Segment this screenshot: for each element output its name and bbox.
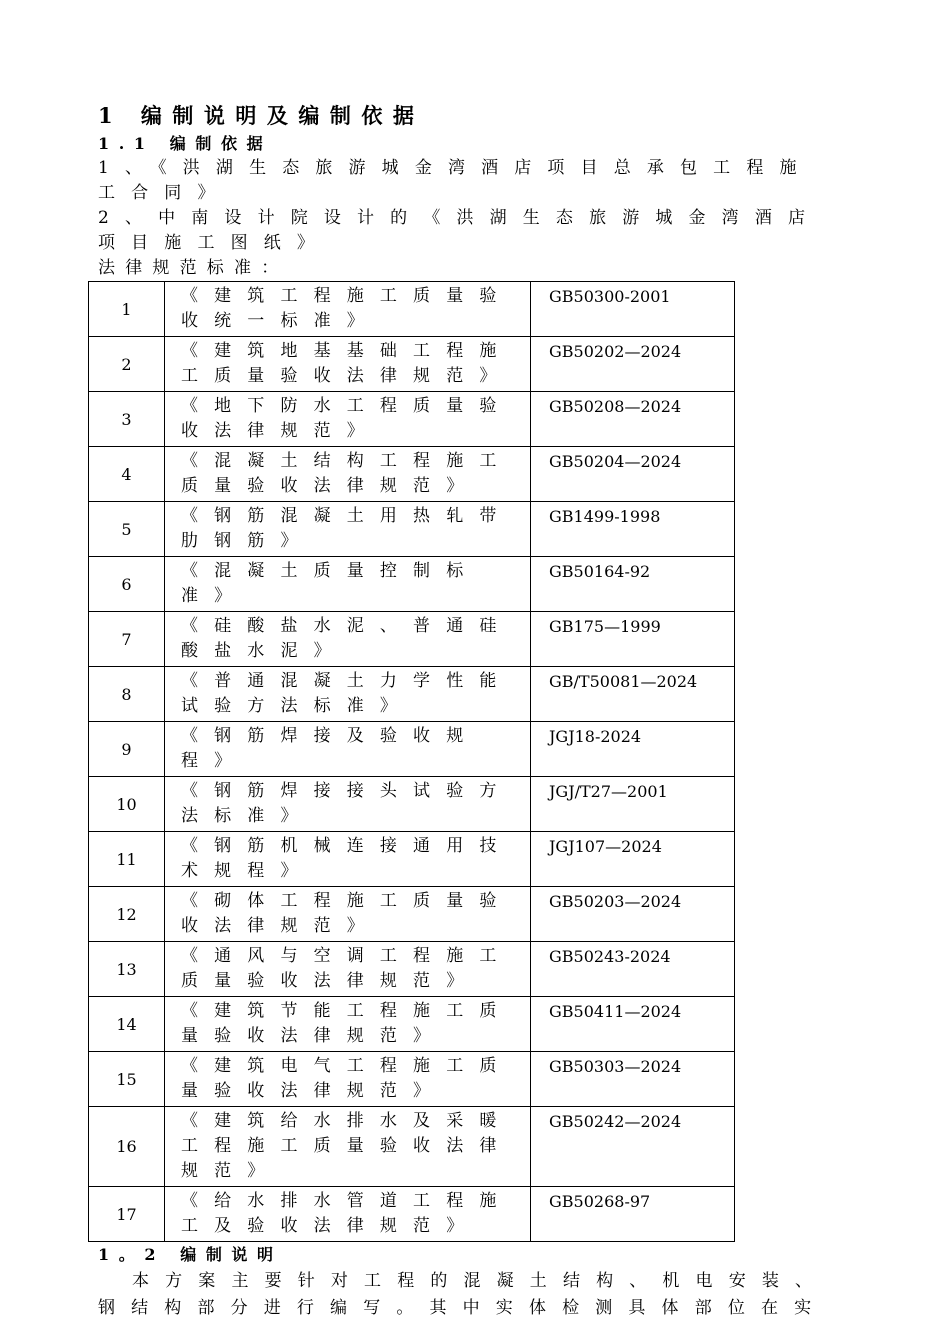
standard-name: 《建筑电气工程施工质量验收法律规范》 [165, 1052, 531, 1107]
row-number: 7 [89, 612, 165, 667]
table-row [89, 337, 735, 392]
basis-item-drawings: 2、中南设计院设计的《洪湖生态旅游城金湾酒店项目施工图纸》 [98, 208, 822, 253]
table-row [89, 997, 735, 1052]
standard-code: GB50208—2024 [531, 392, 735, 447]
table-row [89, 557, 735, 612]
row-number: 11 [89, 832, 165, 887]
standard-name: 《硅酸盐水泥、普通硅酸盐水泥》 [165, 612, 531, 667]
subsection-heading-notes: 1。2 编制说明 [98, 1245, 283, 1264]
document-page [98, 100, 843, 1322]
table-row [89, 777, 735, 832]
standard-name: 《普通混凝土力学性能试验方法标准》 [165, 667, 531, 722]
standard-code: JGJ/T27—2001 [531, 777, 735, 832]
standard-code: GB50268-97 [531, 1187, 735, 1242]
standard-name: 《混凝土结构工程施工质量验收法律规范》 [165, 447, 531, 502]
standard-name: 《通风与空调工程施工质量验收法律规范》 [165, 942, 531, 997]
subsection-heading-basis: 1.1 编制依据 [98, 134, 273, 153]
standard-code: GB175—1999 [531, 612, 735, 667]
table-row [89, 832, 735, 887]
standard-name: 《建筑地基基础工程施工质量验收法律规范》 [165, 337, 531, 392]
table-row [89, 887, 735, 942]
table-row [89, 942, 735, 997]
table-row [89, 392, 735, 447]
row-number: 9 [89, 722, 165, 777]
standard-code: GB50243-2024 [531, 942, 735, 997]
row-number: 5 [89, 502, 165, 557]
notes-paragraph: 本方案主要针对工程的混凝土结构、机电安装、钢结构部分进行编写。其中实体检测具体部位在实 [98, 1271, 829, 1318]
standard-name: 《地下防水工程质量验收法律规范》 [165, 392, 531, 447]
row-number: 13 [89, 942, 165, 997]
row-number: 3 [89, 392, 165, 447]
table-row [89, 612, 735, 667]
row-number: 12 [89, 887, 165, 942]
table-row [89, 1107, 735, 1187]
standard-name: 《钢筋混凝土用热轧带肋钢筋》 [165, 502, 531, 557]
standard-name: 《钢筋机械连接通用技术规程》 [165, 832, 531, 887]
table-row [89, 1052, 735, 1107]
table-row [89, 282, 735, 337]
table-row [89, 722, 735, 777]
row-number: 17 [89, 1187, 165, 1242]
standard-code: GB50164-92 [531, 557, 735, 612]
standard-code: JGJ107—2024 [531, 832, 735, 887]
standard-code: GB50411—2024 [531, 997, 735, 1052]
standard-name: 《钢筋焊接及验收规程》 [165, 722, 531, 777]
standard-name: 《建筑给水排水及采暖工程施工质量验收法律规范》 [165, 1107, 531, 1187]
standards-table [88, 281, 735, 1242]
basis-item-contract: 1、《洪湖生态旅游城金湾酒店项目总承包工程施工合同》 [98, 158, 813, 203]
standard-name: 《建筑节能工程施工质量验收法律规范》 [165, 997, 531, 1052]
standard-name: 《砌体工程施工质量验收法律规范》 [165, 887, 531, 942]
standard-code: JGJ18-2024 [531, 722, 735, 777]
standard-code: GB50203—2024 [531, 887, 735, 942]
table-row [89, 447, 735, 502]
standard-code: GB50202—2024 [531, 337, 735, 392]
standard-code: GB/T50081—2024 [531, 667, 735, 722]
standard-code: GB50242—2024 [531, 1107, 735, 1187]
row-number: 10 [89, 777, 165, 832]
standard-name: 《混凝土质量控制标准》 [165, 557, 531, 612]
standard-code: GB50303—2024 [531, 1052, 735, 1107]
row-number: 6 [89, 557, 165, 612]
standard-code: GB1499-1998 [531, 502, 735, 557]
standard-code: GB50300-2001 [531, 282, 735, 337]
row-number: 14 [89, 997, 165, 1052]
table-row [89, 1187, 735, 1242]
section-heading: 1 编制说明及编制依据 [98, 103, 425, 128]
row-number: 8 [89, 667, 165, 722]
table-row [89, 667, 735, 722]
law-standards-label: 法律规范标准： [98, 258, 289, 278]
row-number: 1 [89, 282, 165, 337]
standard-name: 《钢筋焊接接头试验方法标准》 [165, 777, 531, 832]
row-number: 2 [89, 337, 165, 392]
standard-code: GB50204—2024 [531, 447, 735, 502]
standard-name: 《给水排水管道工程施工及验收法律规范》 [165, 1187, 531, 1242]
table-row [89, 502, 735, 557]
row-number: 16 [89, 1107, 165, 1187]
row-number: 4 [89, 447, 165, 502]
standard-name: 《建筑工程施工质量验收统一标准》 [165, 282, 531, 337]
row-number: 15 [89, 1052, 165, 1107]
